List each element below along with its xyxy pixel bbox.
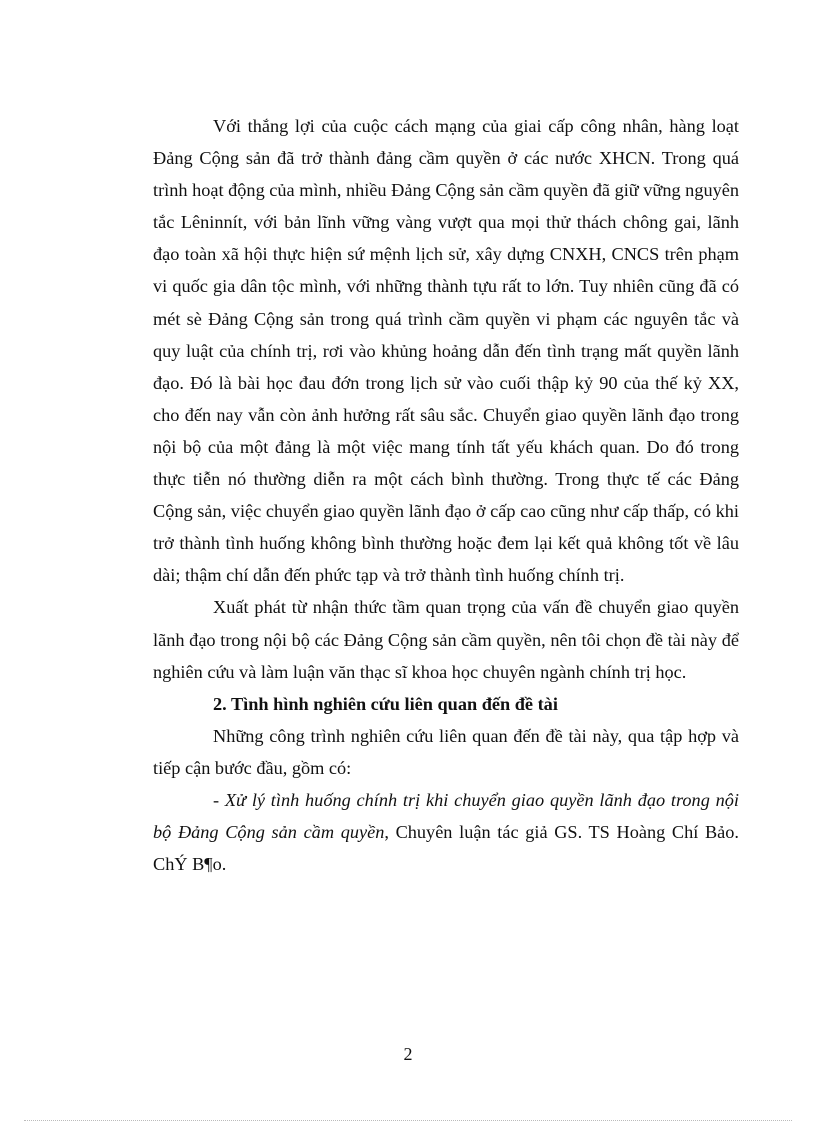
reference-item — [153, 784, 739, 848]
paragraph-motivation: Xuất phát từ nhận thức tầm quan trọng của vấn đề chuyển giao quyền lãnh đạo trong nội bộ các Đảng Cộng sản cầm quyền, nên tôi chọn đề tài này để nghiên cứu và làm luận văn thạc sĩ khoa học chuyên ngành chính trị học. — [153, 597, 739, 682]
section-intro: Những công trình nghiên cứu liên quan đến đề tài này, qua tập hợp và tiếp cận bước đầu, gồm có: — [153, 725, 739, 778]
reference-rest: , Chuyên luận tác giả GS. TS Hoàng Chí Bảo. — [384, 822, 739, 843]
document-body — [153, 110, 739, 880]
paragraph-intro: Với thắng lợi của cuộc cách mạng của giai cấp công nhân, hàng loạt Đảng Cộng sản đã trở thành đảng cầm quyền ở các nước XHCN. Trong quá trình hoạt động của mình, nhiều Đảng Cộng sản cầm quyền đã giữ vững nguyên tắc Lêninnít, với bản lĩnh vững vàng vượt qua mọi thử thách chông gai, lãnh đạo toàn xã hội thực hiện sứ mệnh lịch sử, xây dựng CNXH, CNCS trên phạm vi quốc gia dân tộc mình, với những thành tựu rất to lớn. Tuy nhiên cũng đã có mét sè Đảng Cộng sản trong quá trình cầm quyền vi phạm các nguyên tắc và quy luật của chính trị, rơi vào khủng hoảng dẫn đến tình trạng mất quyền lãnh đạo. Đó là bài học đau đớn trong lịch sử vào cuối thập kỷ 90 của thế kỷ XX, cho đến nay vẫn còn ảnh hưởng rất sâu sắc. Chuyển giao quyền lãnh đạo trong nội bộ của một đảng là một việc mang tính tất yếu khách quan. Do đó trong thực tiễn nó thường diễn ra một cách bình thường. Trong thực tế các Đảng Cộng sản, việc chuyển giao quyền lãnh đạo ở cấp cao cũng như cấp thấp, có khi trở thành tình huống không bình thường hoặc đem lại kết quả không tốt về lâu dài; thậm chí dẫn đến phức tạp và trở thành tình huống chính trị. — [153, 116, 739, 586]
reference-prefix: - — [213, 789, 225, 810]
page-bottom-divider — [24, 1120, 792, 1121]
section-heading: 2. Tình hình nghiên cứu liên quan đến đề tài — [213, 693, 558, 714]
reference-title: Xử lý tình huống chính trị khi chuyển giao quyền lãnh đạo trong nội bộ Đảng Cộng sản cầm quyền — [153, 789, 739, 843]
page-number: 2 — [403, 1044, 413, 1064]
garbled-line: ChÝ B¶o. — [153, 854, 227, 875]
